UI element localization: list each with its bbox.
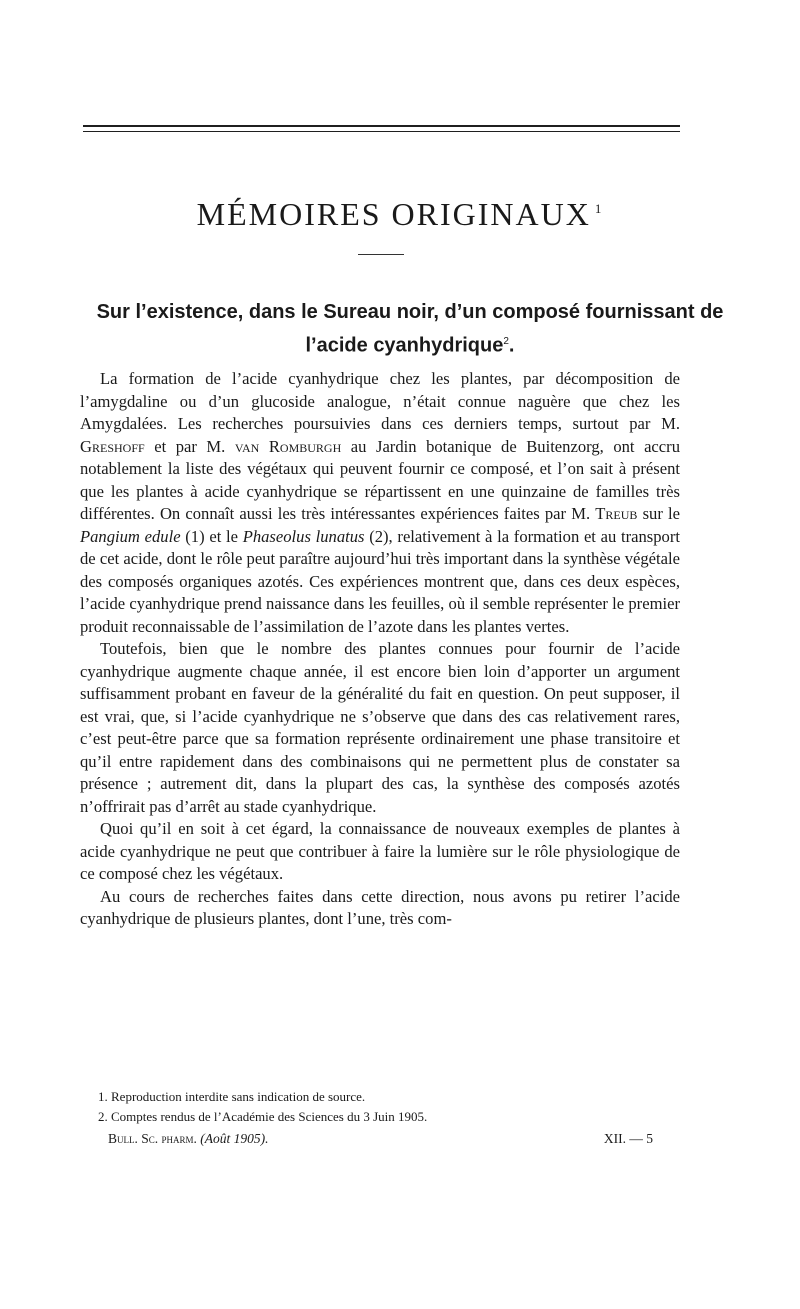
author-treub: Treub <box>595 504 638 523</box>
article-title: Sur l’existence, dans le Sureau noir, d’un composé fournissant de l’acide cyanhydrique$^2$. <box>96 301 724 357</box>
paragraph-3: Quoi qu’il en soit à cet égard, la connaissance de nouveaux exemples de plantes à acide cyanhydrique ne peut que contribuer à faire la lumière sur le rôle physiologique de ce composé chez les végétaux. <box>80 819 680 883</box>
section-title <box>0 196 800 233</box>
p1-text-d: sur le <box>637 504 680 523</box>
section-title-text: MÉMOIRES ORIGINAUX <box>196 196 591 232</box>
p1-text-a: La formation de l’acide cyanhydrique chez les plantes, par décomposition de l’amygdaline ou d’un glucoside analogue, n’était connue naguère que chez les Amygdalées. Les recherches poursuivies dans ces derniers temps, surtout par M. <box>80 369 680 433</box>
article-title-text: Sur l’existence, dans le Sureau noir, d’un composé fournissant de l’acide cyanhydrique <box>96 301 724 357</box>
author-van-romburgh: van Romburgh <box>234 436 342 456</box>
article-body <box>80 368 680 931</box>
article-title-footnote-marker: 2 <box>503 336 509 347</box>
p1-text-e: (1) et le <box>180 526 243 546</box>
footer-journal <box>108 1131 269 1147</box>
paragraph-1 <box>80 368 680 638</box>
author-greshoff: Greshoff <box>80 436 145 456</box>
p1-text-f: (2), relativement à la formation et au transport de cet acide, dont le rôle peut paraître aujourd’hui très important dans la synthèse végétale des composés organiques azotés. Ces expériences montrent que, dans ces deux espèces, l’acide cyanhydrique prend naissance dans les feuilles, où il semble représenter le premier produit reconnaissable de l’assimilation de l’azote dans les plantes vertes. <box>80 526 680 636</box>
top-double-rule-thin <box>83 131 680 132</box>
page-footer <box>108 1131 653 1147</box>
title-separator-rule <box>358 254 404 255</box>
species-pangium-edule: Pangium edule <box>80 526 181 546</box>
species-phaseolus-lunatus: Phaseolus lunatus <box>242 526 365 546</box>
footer-date: (Août 1905). <box>200 1131 269 1146</box>
footer-journal-name: Bull. Sc. pharm. <box>108 1131 197 1146</box>
paragraph-4: Au cours de recherches faites dans cette direction, nous avons pu retirer l’acide cyanhydrique de plusieurs plantes, dont l’une, très com- <box>80 886 680 928</box>
paragraph-2: Toutefois, bien que le nombre des plantes connues pour fournir de l’acide cyanhydrique augmente chaque année, il est encore bien loin d’apporter un argument suffisamment probant en faveur de la généralité du fait en question. On peut supposer, il est vrai, que, si l’acide cyanhydrique ne s’observe que dans des cas relativement rares, c’est peut-être parce que sa formation représente ordinairement une phase transitoire et qu’il entre rapidement dans des combinaisons qui ne permettent plus de constater sa présence ; autrement dit, dans la plupart des cas, la synthèse des composés azotés n’offrirait pas d’arrêt au stade cyanhydrique. <box>80 639 680 816</box>
footnotes <box>98 1087 658 1127</box>
top-double-rule-thick <box>83 125 680 127</box>
p1-text-c: au Jardin botanique de Buitenzorg, ont accru notablement la liste des végétaux qui peuvent fournir ce composé, et l’on sait à présent que les plantes à acide cyanhydrique se répartissent en une quinzaine de familles très différentes. On connaît aussi les très intéressantes expériences faites par M. <box>80 436 680 523</box>
footnote-1: 1. Reproduction interdite sans indication de source. <box>98 1089 366 1104</box>
p1-text-b: et par M. <box>144 436 235 456</box>
footer-page-number: XII. — 5 <box>603 1131 653 1146</box>
title-footnote-marker: 1 <box>594 201 604 217</box>
footnote-2: 2. Comptes rendus de l’Académie des Sciences du 3 Juin 1905. <box>98 1109 428 1124</box>
